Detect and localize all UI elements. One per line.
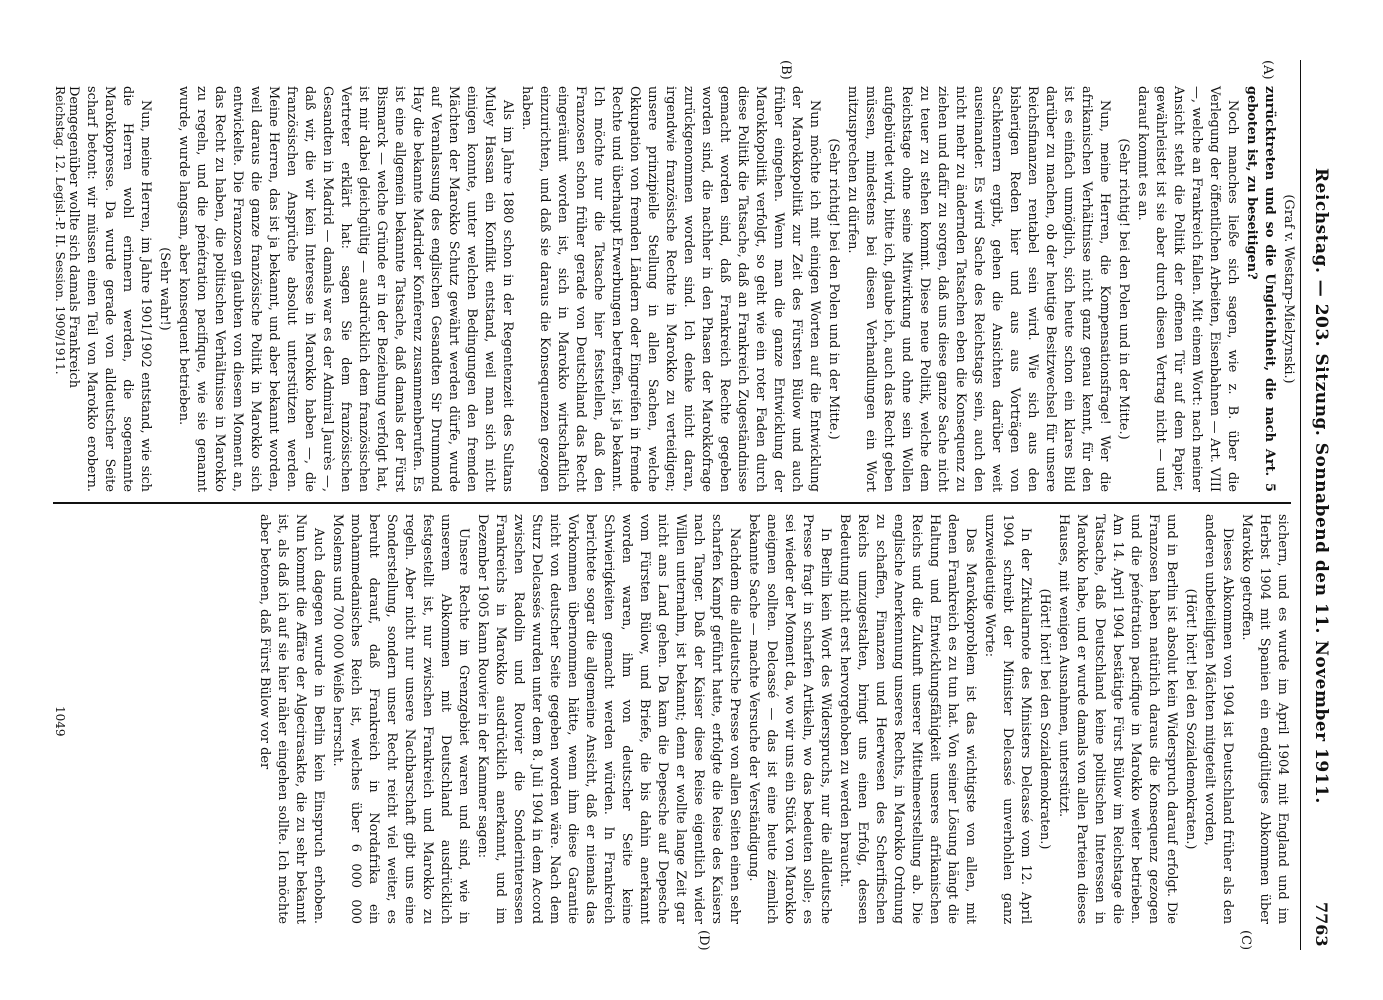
- right-column-paragraph: Dieses Abkommen von 1904 ist Deutschland früher als den anderen unbeteiligten Mächten mitgeteilt worden,: [1202, 514, 1235, 924]
- right-column-paragraph: (Hört! hört! bei den Sozialdemokraten.): [1183, 588, 1198, 850]
- margin-marker-b: (B): [778, 60, 793, 80]
- right-column-paragraph: und in Berlin ist absolut kein Widerspruch darauf erfolgt. Die Franzosen haben natürlich daraus die Konsequenz gezogen und die pénétration pacifique in Marokko weiter betrieben. Am 14. April 1904 bestätigte Fürst Bülow im Reichstage die Tatsache, daß Deutschland keine politischen Interessen in Marokko habe, und er wurde damals von allen Parteien dieses Hauses, mit wenigen Ausnahmen, unterstützt.: [1056, 514, 1179, 924]
- right-column-paragraph: Auch dagegen wurde in Berlin kein Einspruch erhoben. Nun kommt die Affäre der Algecirasakte, die zu sehr bekannt ist, als daß ich auf sie hier näher eingehen sollte. Ich möchte aber betonen, daß Fürst Bülow vor der: [257, 514, 326, 924]
- margin-marker-c: (C): [1238, 930, 1253, 951]
- margin-marker-a: (A): [1260, 60, 1275, 80]
- left-column-paragraph: (Sehr richtig! bei den Polen und in der Mitte.): [826, 138, 841, 440]
- right-column-paragraph: Das Marokkoproblem ist das wichtigste von allen, mit denen Frankreich es zu tun hat. Von seiner Lösung hängt die Haltung und Entwicklungsfähigkeit unseres afrikanischen Reichs und die Zukunft unserer Mittelmeerstellung ab. Die englische Anerkennung unseres Rechts, in Marokko Ordnung zu schaffen, Finanzen und Heerwesen des Scherifischen Reichs umzugestalten, bringt uns einen Erfolg, dessen Bedeutung nicht erst hervorgehoben zu werden braucht.: [837, 514, 978, 924]
- right-column: [254, 514, 1291, 924]
- left-column-paragraph: (Sehr richtig! bei den Polen und in der Mitte.): [1116, 138, 1131, 440]
- left-column-paragraph: zurücktreten und so die Ungleichheit, die nach Art. 5 geboten ist, zu beseitigen?: [1244, 86, 1277, 492]
- left-column-paragraph: Nun, meine Herren, im Jahre 1901/1902 entstand, wie sich die Herren wohl erinnern werden, die sogenannte Marokkopresse. Da wurde gerade von alldeutscher Seite scharf betont: wir müssen einen Teil von Marokko erobern. Demgegenüber wollte sich damals Frankreich: [66, 86, 153, 492]
- footer-session: Reichstag. 12. Legisl.-P. II. Session. 1909/1911.: [53, 86, 67, 375]
- page-number: 7763: [1312, 902, 1331, 947]
- right-column-paragraph: In Berlin kein Wort des Widerspruchs, nur die alldeutsche Presse fragt in scharfen Artikeln, wo das bedeuten solle; es sei wieder der Moment da, wo wir uns ein Stück von Marokko aneignen sollten. Delcassé — das ist eine heute ziemlich bekannte Sache — machte Versuche der Verständigung.: [746, 514, 833, 924]
- right-column-paragraph: In der Zirkularnote des Ministers Delcassé vom 12. April 1904 schreibt der Minister Delcassé unverhohlen ganz unzweideutige Worte:: [982, 514, 1033, 924]
- footer-sheet-number: 1049: [53, 706, 67, 737]
- speaker-note: (Graf v. Westarp-Mielzynski.): [1281, 194, 1296, 384]
- right-column-paragraph: sichern, und es wurde im April 1904 mit England und im Herbst 1904 mit Spanien ein endgültiges Abkommen über Marokko getroffen.: [1239, 514, 1290, 924]
- right-column-paragraph: (Hört! hört! bei den Sozialdemokraten.): [1037, 588, 1052, 850]
- left-column-paragraph: Noch manches ließe sich sagen, wie z. B. über die Verlegung der öffentlichen Arbeiten, Eisenbahnen — Art. VIII —, welche an Frankreich fallen. Mit einem Wort: nach meiner Ansicht steht die Politik der offenen Tür auf dem Papier, gewährleistet ist sie aber durch diesen Vertrag nicht — und darauf kommt es an.: [1135, 86, 1240, 492]
- left-column-paragraph: Nun möchte ich mit einigen Worten auf die Entwicklung der Marokkopolitik zur Zeit des Fürsten Bülow und auch früher eingehen. Wenn man die ganze Entwicklung der Marokkopolitik verfolgt, so geht wie ein roter Faden durch diese Politik die Tatsache, daß an Frankreich Zugeständnisse gemacht worden sind, daß Frankreich Rechte gegeben worden sind, die nachher in den Phasen der Marokkofrage zurückgenommen worden sind. Ich denke nicht daran, irgendwie französische Rechte in Marokko zu verteidigen; unsere prinzipielle Stellung in allen Sachen, welche Okkupation von fremden Ländern oder Eingreifen in fremde Rechte und überhaupt Erwerbungen betreffen, ist ja bekannt. Ich möchte nur die Tatsache hier feststellen, daß den Franzosen schon früher gerade von Deutschland das Recht eingeräumt worden ist, sich in Marokko wirtschaftlich einzurichten, und daß sie daraus die Konsequenzen gezogen haben.: [519, 86, 822, 492]
- left-column: [63, 86, 1297, 492]
- right-column-paragraph: Nachdem die alldeutsche Presse von allen Seiten einen sehr scharfen Kampf geführt hatte, erfolgte die Reise des Kaisers nach Tanger. Daß der Kaiser diese Reise eigentlich wider Willen unternahm, ist bekannt; denn er wollte lange Zeit gar nicht ans Land gehen. Da kam die Depesche auf Depesche vom Fürsten Bülow, und Briefe, die bis dahin anerkannt worden waren, ihm von deutscher Seite keine Schwierigkeiten gemacht werden würden. In Frankreich berichtete sogar die allgemeine Ansicht, daß er niemals das Vorkommen übernommen hätte, wenn ihm diese Garantie nicht von deutscher Seite gegeben worden wäre. Nach dem Sturz Delcassés wurden unter dem 8. Juli 1904 in dem Accord zwischen Radolin und Rouvier die Sonderinteressen Frankreichs in Marokko ausdrücklich anerkannt, und im Dezember 1905 kann Rouvier in der Kammer sagen:: [475, 514, 742, 924]
- right-column-paragraph: Unsere Rechte im Grenzgebiet waren und sind, wie in unserem Abkommen mit Deutschland ausdrücklich festgestellt ist, nur zwischen Frankreich und Marokko zu regeln. Aber nicht nur unsere Nachbarschaft gibt uns eine Sonderstellung, sondern unser Recht reicht viel weiter, es beruht darauf, daß Frankreich in Nordafrika ein mohammedanisches Reich ist, welches über 6 000 000 Moslems und 700 000 Weiße herrscht.: [330, 514, 471, 924]
- left-column-paragraph: Nun, meine Herren, die Kompensationsfrage! Wer die afrikanischen Verhältnisse nicht ganz genau kennt, für den ist es einfach unmöglich, sich heute schon ein klares Bild darüber zu machen, ob der heutige Besitzwechsel für unsere Reichsfinanzen rentabel sein wird. Wie sich aus den bisherigen Reden hier und aus aus Vorträgen von Sachkennern ergibt, gehen die Ansichten darüber weit auseinander. Es wird Sache des Reichstags sein, auch den nicht mehr zu ändernden Tatsachen eben die Konsequenz zu ziehen und dafür zu sorgen, daß uns diese ganze Sache nicht zu teuer zu stehen kommt. Diese neue Politik, welche dem Reichstage ohne seine Mitwirkung und ohne sein Wollen aufgebürdet wird, bitte ich, glaube ich, auch das Recht geben müssen, mindestens bei diesen Verhandlungen ein Wort mitzusprechen zu dürfen.: [845, 86, 1112, 492]
- left-column-paragraph: Als im Jahre 1880 schon in der Regentenzeit des Sultans Muley Hassan ein Konflikt entstand, weil man sich nicht einigen konnte, unter welchen Bedingungen den fremden Mächten der Marokko Schutz gewährt werden dürfe, wurde auf Veranlassung des englischen Gesandten Sir Drummond Hay die bekannte Madrider Konferenz zusammenberufen. Es ist eine allgemein bekannte Tatsache, daß damals der Fürst Bismarck — welche Gründe er in der Beziehung verfolgt hat, ist mir dabei gleichgültig — ausdrücklich dem französischen Vertreter erklärt hat: sagen Sie dem französischen Gesandten in Madrid — damals war es der Admiral Jaurès —, daß wir, die wir kein Interesse in Marokko haben —, die französischen Ansprüche absolut unterstützen werden. Meine Herren, das ist ja bekannt, und aber bekannt worden, weil daraus die ganze französische Politik in Marokko sich entwickelte. Die Franzosen glaubten von diesem Moment an, das Recht zu haben, die politischen Verhältnisse in Marokko zu regeln, und die pénétration pacifique, wie sie genannt wurde, wurde langsam, aber konsequent betrieben.: [176, 86, 515, 492]
- left-column-paragraph: (Sehr wahr!): [157, 247, 172, 331]
- header-rule: [1300, 60, 1301, 950]
- running-header: Reichstag. — 203. Sitzung. Sonnabend den 11. November 1911.: [1311, 168, 1331, 804]
- column-divider: [53, 502, 1291, 504]
- margin-marker-d: (D): [696, 930, 711, 951]
